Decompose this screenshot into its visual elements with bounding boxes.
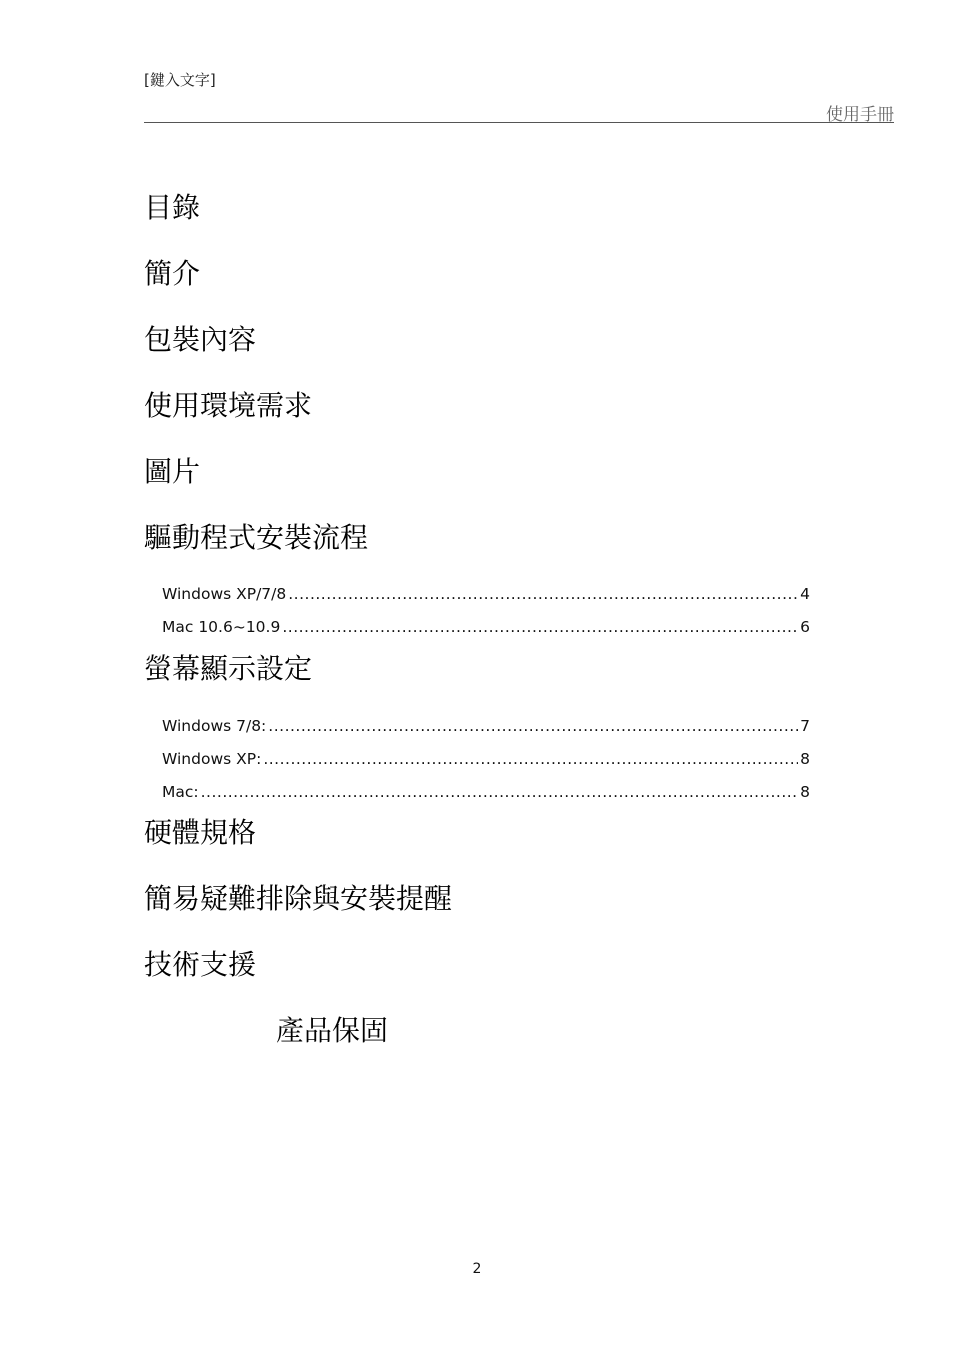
header-placeholder-text: [鍵入文字] — [144, 71, 216, 89]
toc-entry-windows-7-8[interactable] — [162, 715, 810, 737]
toc-entry-label: Mac 10.6~10.9 — [162, 618, 281, 636]
toc-heading-technical-support: 技術支援 — [144, 948, 257, 981]
toc-entry-mac[interactable] — [162, 781, 810, 803]
toc-entry-label: Mac: — [162, 783, 199, 801]
dot-leader — [201, 781, 799, 803]
toc-entry-page: 4 — [800, 585, 810, 603]
toc-entry-windows-xp[interactable] — [162, 748, 810, 770]
page-number: 2 — [472, 1261, 482, 1277]
toc-entry-page: 7 — [800, 717, 810, 735]
toc-heading-system-requirements: 使用環境需求 — [144, 389, 313, 422]
header-title: 使用手冊 — [826, 105, 894, 125]
toc-heading-display-settings: 螢幕顯示設定 — [144, 652, 313, 685]
toc-heading-introduction: 簡介 — [144, 257, 201, 290]
toc-entry-label: Windows XP: — [162, 750, 262, 768]
toc-entry-windows-xp-7-8[interactable] — [162, 583, 810, 605]
toc-heading-package-contents: 包裝內容 — [144, 323, 257, 356]
dot-leader — [263, 748, 798, 770]
toc-entry-page: 8 — [800, 783, 810, 801]
toc-entry-label: Windows XP/7/8 — [162, 585, 287, 603]
toc-entry-label: Windows 7/8: — [162, 717, 267, 735]
dot-leader — [282, 616, 798, 638]
toc-entry-mac-10-6[interactable] — [162, 616, 810, 638]
toc-heading-hardware-specs: 硬體規格 — [144, 816, 257, 849]
toc-heading-warranty: 產品保固 — [276, 1014, 389, 1047]
toc-entry-page: 6 — [800, 618, 810, 636]
toc-title: 目錄 — [144, 191, 201, 224]
dot-leader — [268, 715, 798, 737]
toc-heading-troubleshooting: 簡易疑難排除與安裝提醒 — [144, 882, 453, 915]
toc-heading-driver-installation: 驅動程式安裝流程 — [144, 521, 369, 554]
dot-leader — [288, 583, 798, 605]
toc-entry-page: 8 — [800, 750, 810, 768]
toc-heading-pictures: 圖片 — [144, 455, 201, 488]
